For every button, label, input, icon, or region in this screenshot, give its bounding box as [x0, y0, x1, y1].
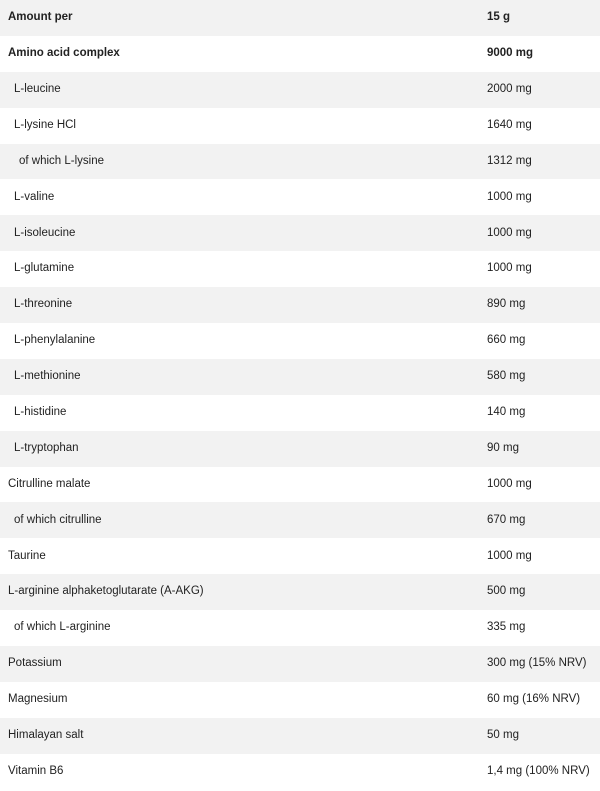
header-amount-label: Amount per	[8, 11, 73, 24]
ingredient-name: Taurine	[8, 549, 46, 562]
ingredient-name: of which citrulline	[14, 513, 102, 526]
ingredient-amount: 1000 mg	[487, 190, 532, 203]
ingredient-amount: 1000 mg	[487, 226, 532, 239]
ingredient-name: L-methionine	[14, 370, 81, 383]
table-row	[0, 754, 600, 790]
ingredient-name: L-tryptophan	[14, 441, 79, 454]
ingredient-name: L-histidine	[14, 405, 67, 418]
ingredient-name: L-valine	[14, 190, 55, 203]
header-serving-size: 15 g	[487, 11, 511, 24]
ingredient-amount: 335 mg	[487, 621, 526, 634]
ingredient-name: of which L-lysine	[19, 154, 105, 167]
ingredient-amount: 660 mg	[487, 334, 526, 347]
ingredient-amount: 300 mg (15% NRV)	[487, 657, 587, 670]
ingredient-name: L-isoleucine	[14, 226, 76, 239]
ingredient-name: L-phenylalanine	[14, 334, 96, 347]
ingredient-amount: 1640 mg	[487, 118, 532, 131]
ingredient-amount: 2000 mg	[487, 82, 532, 95]
ingredient-amount: 580 mg	[487, 370, 526, 383]
ingredient-name: L-leucine	[14, 82, 61, 95]
ingredient-name: Potassium	[8, 657, 62, 670]
ingredient-name: L-glutamine	[14, 262, 75, 275]
ingredient-amount: 1,4 mg (100% NRV)	[487, 764, 590, 777]
ingredient-amount: 1000 mg	[487, 262, 532, 275]
table-row	[0, 323, 600, 359]
ingredient-name: Amino acid complex	[8, 47, 120, 60]
ingredient-amount: 140 mg	[487, 405, 526, 418]
table-row	[0, 72, 600, 108]
ingredient-name: Magnesium	[8, 693, 68, 706]
ingredient-name: Himalayan salt	[8, 729, 84, 741]
table-row	[0, 359, 600, 395]
table-row	[0, 646, 600, 682]
ingredient-name: L-lysine HCl	[14, 118, 76, 131]
table-row	[0, 144, 600, 180]
table-row	[0, 395, 600, 431]
ingredient-name: Vitamin B6	[8, 764, 64, 777]
ingredient-amount: 1000 mg	[487, 549, 532, 562]
table-row	[0, 36, 600, 72]
ingredient-name: of which L-arginine	[14, 621, 111, 634]
table-header-row	[0, 0, 600, 36]
table-row	[0, 574, 600, 610]
table-row	[0, 502, 600, 538]
ingredient-amount: 50 mg	[487, 729, 519, 741]
ingredient-amount: 60 mg (16% NRV)	[487, 693, 581, 706]
table-row	[0, 431, 600, 467]
table-row	[0, 179, 600, 215]
table-row	[0, 108, 600, 144]
ingredient-name: L-threonine	[14, 298, 73, 311]
ingredient-amount: 9000 mg	[487, 47, 534, 60]
ingredient-amount: 500 mg	[487, 585, 526, 598]
table-row	[0, 251, 600, 287]
table-row	[0, 538, 600, 574]
table-row	[0, 610, 600, 646]
table-row	[0, 682, 600, 718]
ingredient-name: Citrulline malate	[8, 477, 91, 490]
ingredient-amount: 1312 mg	[487, 154, 532, 167]
table-row	[0, 215, 600, 251]
table-row	[0, 287, 600, 323]
ingredient-amount: 90 mg	[487, 441, 519, 454]
ingredient-name: L-arginine alphaketoglutarate (A-AKG)	[8, 585, 204, 598]
ingredient-amount: 890 mg	[487, 298, 526, 311]
ingredient-amount: 1000 mg	[487, 477, 532, 490]
table-row	[0, 467, 600, 503]
table-row	[0, 718, 600, 754]
ingredient-amount: 670 mg	[487, 513, 526, 526]
